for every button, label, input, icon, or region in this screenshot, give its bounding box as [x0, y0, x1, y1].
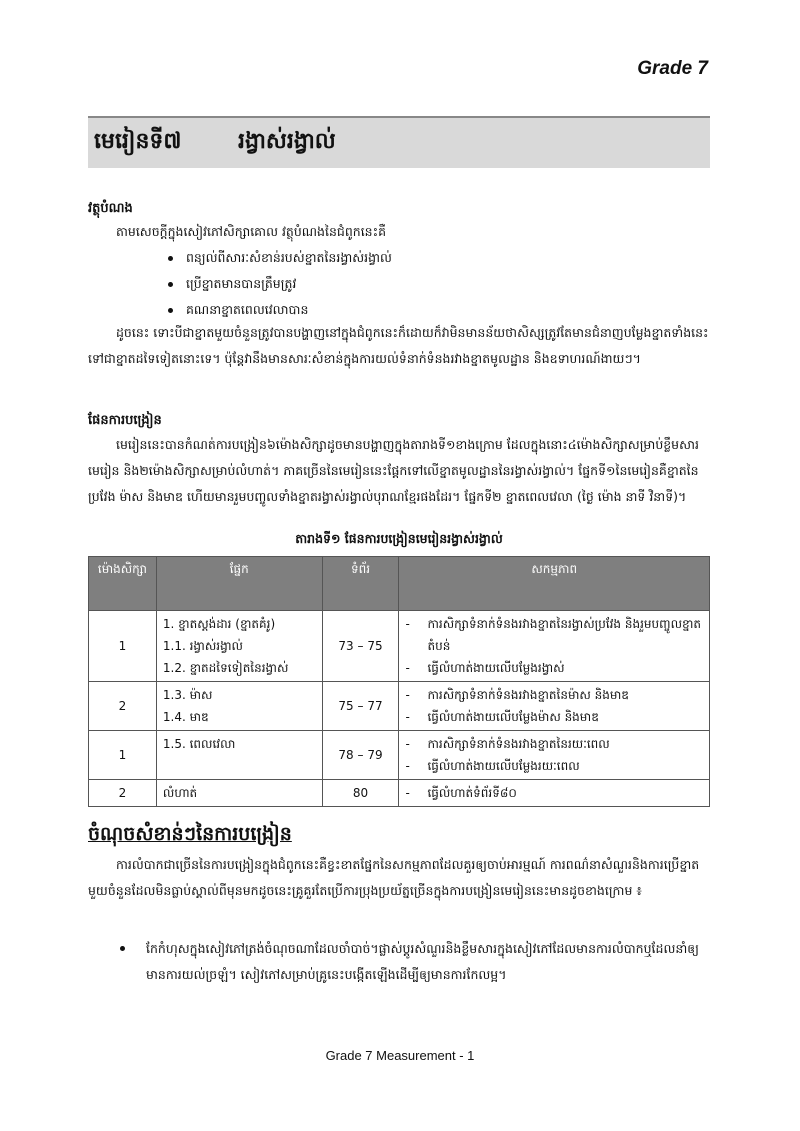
key-points-bullet [120, 936, 710, 988]
plan-heading: ផែនការបង្រៀន [88, 413, 162, 428]
table-row [89, 682, 710, 731]
grade-header: Grade 7 [637, 58, 708, 79]
activity-line: - ការសិក្សាទំនាក់ទំនងរវាងខ្នាតនៃរយៈពេល [405, 737, 610, 751]
chapter-title-bar [88, 116, 710, 168]
table-row [89, 780, 710, 807]
column-header-activity: សកម្មភាព [399, 557, 710, 611]
activity-line: - ធ្វើលំហាត់ងាយលើបម្លែងរយៈពេល [405, 759, 580, 773]
part-cell [156, 731, 322, 780]
pages-cell: 80 [322, 780, 399, 807]
key-points-bullet-text: កែកំហុសក្នុងសៀវភៅត្រង់ចំណុចណាដែលចាំបាច់។ផ្លាស់ប្ដូរសំណួរនិងខ្លឹមសារក្នុងសៀវភៅដែលមានការលំបាកឬដែលនាំឲ្យមានការយល់ច្រឡំ។ សៀវភៅសម្រាប់គ្រូនេះបង្កើតឡើងដើម្បីឲ្យមានការកែលម្អ។ [146, 941, 699, 982]
part-line: 1.4. មាឌ [162, 710, 209, 724]
activity-line: - ធ្វើលំហាត់ងាយលើបម្លែងរង្វាស់ [405, 661, 565, 675]
table-caption: តារាងទី១ ផែនការបង្រៀនមេរៀនរង្វាស់រង្វាល់ [295, 531, 503, 546]
key-points-paragraph: ការលំបាកជាច្រើននៃការបង្រៀនក្នុងជំពូកនេះគឺខ្វះខាតផ្នែកនៃសកម្មភាពដែលគួរឲ្យចាប់អារម្មណ៍ ការពណ៌នាសំណួរនិងការប្រើខ្នាតមួយចំនួនដែលមិនធ្លាប់ស្គាល់ពីមុនមកដូចនេះគ្រូគួរតែប្រើការប្រុងប្រយ័ត្នច្រើនក្នុងការបង្រៀនមេរៀននេះមានដូចខាងក្រោម ៖ [88, 857, 700, 898]
chapter-number: មេរៀនទី៧ [94, 129, 182, 154]
objective-item: ប្រើខ្នាតមានបានត្រឹមត្រូវ [168, 272, 392, 298]
column-header-part: ផ្នែក [156, 557, 322, 611]
part-line: 1.3. ម៉ាស [162, 688, 213, 702]
activity-cell [399, 731, 710, 780]
activity-line: - ការសិក្សាទំនាក់ទំនងរវាងខ្នាតនៃរង្វាស់ប្រវែង និងរួមបញ្ចូលខ្នាតតំបន់ [405, 617, 702, 653]
column-header-pages: ទំព័រ [322, 557, 399, 611]
part-cell [156, 611, 322, 682]
objective-item: គណនាខ្នាតពេលវេលាបាន [168, 298, 392, 324]
pages-cell: 78 – 79 [322, 731, 399, 780]
part-line: 1. ខ្នាតស្តង់ដារ (ខ្នាតគំរូ) [162, 617, 276, 631]
bullet-dot-icon [120, 946, 125, 951]
part-line: 1.2. ខ្នាតដទៃទៀតនៃរង្វាស់ [162, 661, 289, 675]
part-line: 1.5. ពេលវេលា [162, 737, 236, 751]
objective-item: ពន្យល់ពីសារៈសំខាន់របស់ខ្នាតនៃរង្វាស់រង្វាល់ [168, 246, 392, 272]
part-line: 1.1. រង្វាស់រង្វាល់ [162, 639, 243, 653]
objectives-lead: តាមសេចក្ដីក្នុងសៀវភៅសិក្សាគោល វត្ថុបំណងនៃជំពូកនេះគឺ [116, 224, 387, 239]
part-cell [156, 780, 322, 807]
activity-cell [399, 611, 710, 682]
activity-line: - ធ្វើលំហាត់ទំព័រទី៨០ [405, 786, 517, 800]
part-cell [156, 682, 322, 731]
activity-cell [399, 780, 710, 807]
hours-cell: 1 [89, 611, 157, 682]
hours-cell: 2 [89, 780, 157, 807]
column-header-hours: ម៉ោងសិក្សា [89, 557, 157, 611]
table-row [89, 611, 710, 682]
activity-line: - ធ្វើលំហាត់ងាយលើបម្លែងម៉ាស និងមាឌ [405, 710, 599, 724]
objectives-heading: វត្ថុបំណង [88, 201, 133, 216]
activity-line: - ការសិក្សាទំនាក់ទំនងរវាងខ្នាតនៃម៉ាស និងមាឌ [405, 688, 629, 702]
table-row [89, 731, 710, 780]
table-header-row [89, 557, 710, 611]
pages-cell: 75 – 77 [322, 682, 399, 731]
objectives-list [168, 246, 392, 324]
plan-paragraph: មេរៀននេះបានកំណត់ការបង្រៀន៦ម៉ោងសិក្សាដូចមានបង្ហាញក្នុងតារាងទី១ខាងក្រោម ដែលក្នុងនោះ៤ម៉ោងសិក្សាសម្រាប់ខ្លឹមសារមេរៀន និង២ម៉ោងសិក្សាសម្រាប់លំហាត់។ ភាគច្រើននៃមេរៀននេះផ្ដែកទៅលើខ្នាតមូលដ្ឋាននៃរង្វាស់រង្វាល់។ ផ្នែកទី១នៃមេរៀនគឺខ្នាតនៃប្រវែង ម៉ាស និងមាឌ ហើយមានរួមបញ្ចូលទាំងខ្នាតរង្វាស់រង្វាល់បុរាណខ្មែរផងដែរ។ ផ្នែកទី២ ខ្នាតពេលវេលា (ថ្ងៃ ម៉ោង នាទី វិនាទី)។ [88, 437, 699, 504]
chapter-title: រង្វាស់រង្វាល់ [238, 129, 336, 154]
hours-cell: 2 [89, 682, 157, 731]
key-points-heading: ចំណុចសំខាន់ៗនៃការបង្រៀន [88, 823, 292, 845]
lesson-plan-table [88, 556, 710, 807]
activity-cell [399, 682, 710, 731]
page-footer: Grade 7 Measurement - 1 [325, 1048, 475, 1063]
objectives-paragraph: ដូចនេះ ទោះបីជាខ្នាតមួយចំនួនត្រូវបានបង្ហាញនៅក្នុងជំពូកនេះក៏ដោយក៏វាមិនមានន័យថាសិស្សត្រូវតែមានជំនាញបម្លែងខ្នាតទាំងនេះទៅជាខ្នាតដទៃទៀតនោះទេ។ ប៉ុន្តែវានឹងមានសារៈសំខាន់ក្នុងការយល់ទំនាក់ទំនងរវាងខ្នាតមូលដ្ឋាន និងឧទាហរណ៍ងាយៗ។ [88, 325, 709, 366]
part-line: លំហាត់ [162, 786, 198, 800]
pages-cell: 73 – 75 [322, 611, 399, 682]
hours-cell: 1 [89, 731, 157, 780]
